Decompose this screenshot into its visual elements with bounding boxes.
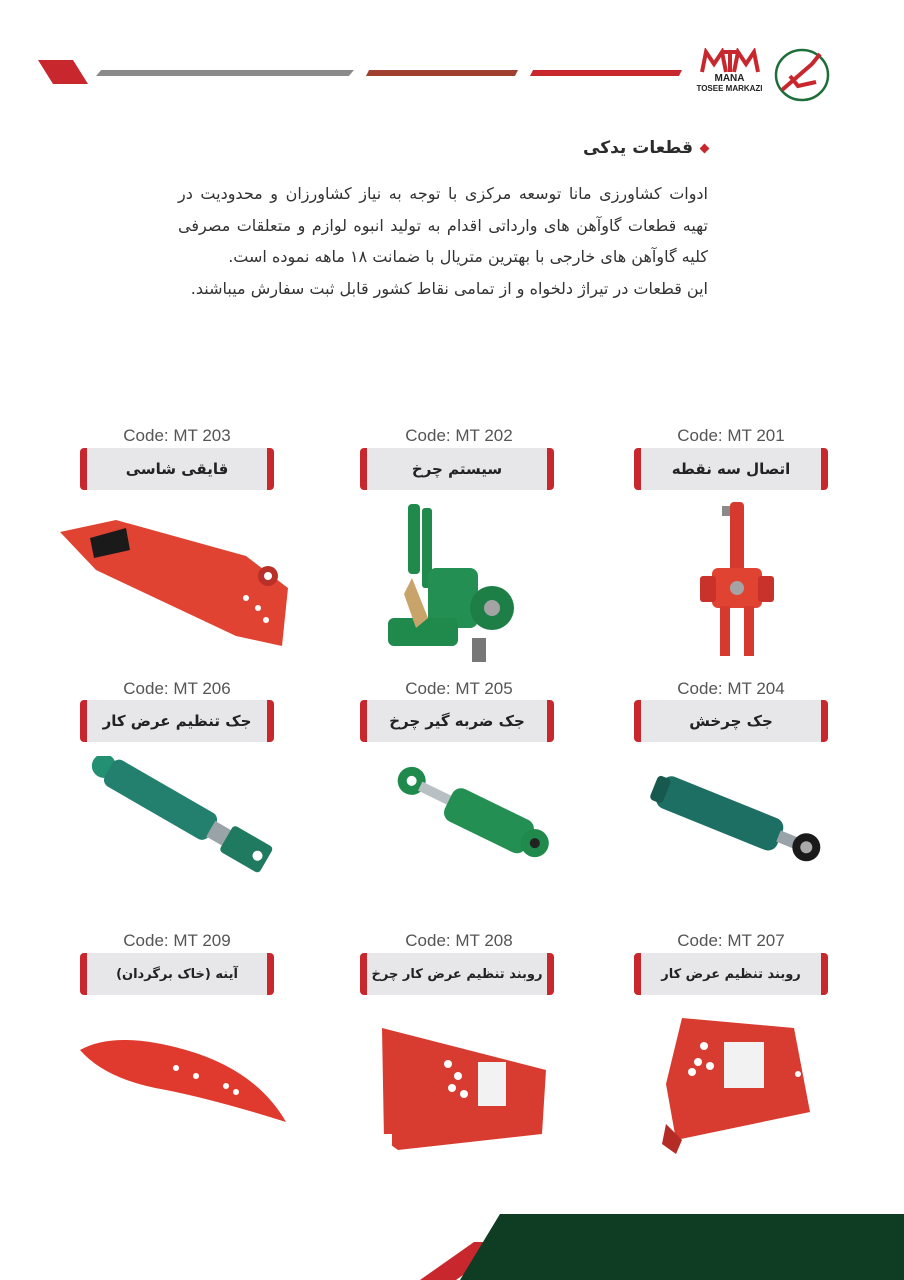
logo-name: MANA: [714, 73, 745, 84]
chassis-boat-icon: [56, 516, 296, 656]
section-description: [178, 178, 708, 304]
emblem-icon: [772, 46, 832, 104]
three-point-hitch-icon: [692, 498, 782, 668]
wheel-shock-jack-icon: [378, 760, 558, 890]
product-code-206: Code: MT 206: [123, 679, 231, 698]
wheel-system-icon: [388, 498, 528, 668]
product-code-203: Code: MT 203: [123, 426, 231, 445]
product-code-208: Code: MT 208: [405, 931, 513, 950]
description-paragraph-1: ادوات کشاورزی مانا توسعه مرکزی با توجه به نیاز کشاورزان و محدودیت در تهیه قطعات گاوآهن های وارداتی اقدام به تولید انبوه لوازم و متعلقات مصرفی کلیه گاوآهن های خارجی با بهترین متریال با ضمانت ۱۸ ماهه نموده است.: [178, 184, 708, 266]
product-label-207: روبند تنظیم عرض کار: [634, 953, 828, 995]
product-label-204: جک چرخش: [634, 700, 828, 742]
footer-green-band: [460, 1214, 904, 1280]
product-code-201: Code: MT 201: [677, 426, 785, 445]
product-code-207: Code: MT 207: [677, 931, 785, 950]
product-label-208: روبند تنظیم عرض کار چرخ: [360, 953, 554, 995]
header-stripe-gray: [96, 70, 354, 76]
description-paragraph-2: این قطعات در تیراژ دلخواه و از تمامی نقاط کشور قابل ثبت سفارش میباشند.: [190, 278, 708, 298]
wheel-width-plate-icon: [378, 1024, 558, 1154]
product-code-205: Code: MT 205: [405, 679, 513, 698]
section-title: قطعات یدکی: [583, 138, 708, 158]
product-code-209: Code: MT 209: [123, 931, 231, 950]
product-code-204: Code: MT 204: [677, 679, 785, 698]
product-label-209: آینه (خاک برگردان): [80, 953, 274, 995]
width-adjust-plate-icon: [662, 1014, 812, 1154]
moldboard-icon: [76, 1030, 296, 1130]
header-stripe-red: [38, 60, 88, 84]
brand-logo: [692, 48, 767, 100]
width-adjust-jack-icon: [70, 756, 290, 896]
product-label-203: قایقی شاسی: [80, 448, 274, 490]
header: [0, 0, 904, 110]
product-label-206: جک تنظیم عرض کار: [80, 700, 274, 742]
header-stripe-red-long: [530, 70, 682, 76]
diamond-bullet-icon: [700, 143, 710, 153]
product-label-205: جک ضربه گیر چرخ: [360, 700, 554, 742]
product-code-202: Code: MT 202: [405, 426, 513, 445]
mtm-logo-icon: [700, 48, 760, 74]
rotation-jack-icon: [644, 764, 834, 874]
product-label-202: سیستم چرخ: [360, 448, 554, 490]
header-stripe-rust: [366, 70, 518, 76]
logo-subname: TOSEE MARKAZI: [696, 84, 763, 93]
product-label-201: اتصال سه نقطه: [634, 448, 828, 490]
